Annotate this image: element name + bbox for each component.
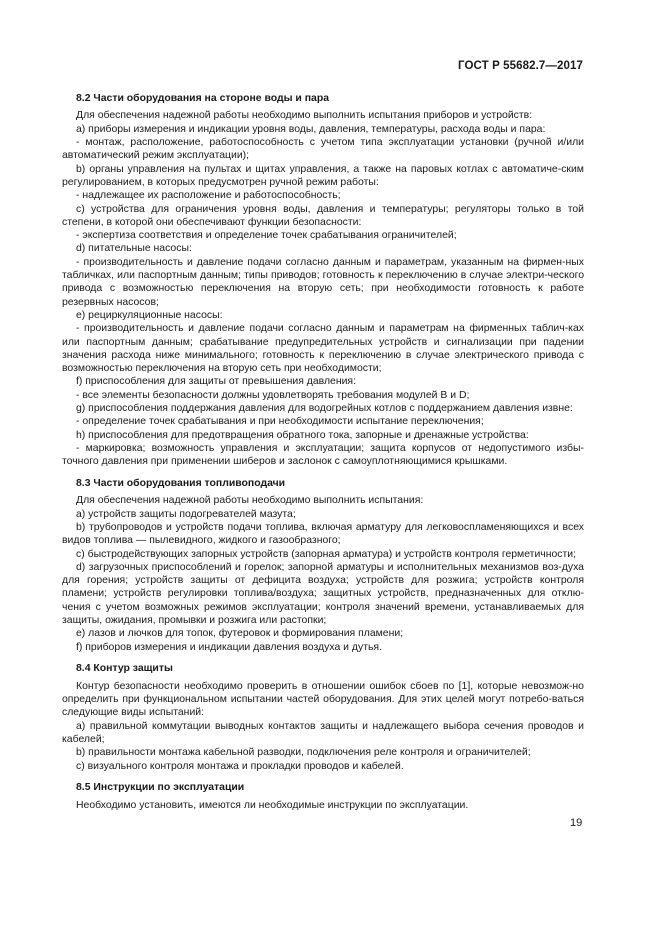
list-item: - экспертиза соответствия и определение точек срабатывания ограничителей; xyxy=(76,230,457,242)
list-item: b) правильности монтажа кабельной разводки, подключения реле контроля и ограничителей; xyxy=(76,747,531,759)
list-item: b) трубопроводов и устройств подачи топлива, включая арматуру для легковоспламеняющихся и всех видов топлива — пылевидного, жидкого и газообразного; xyxy=(62,521,584,547)
list-item: h) приспособления для предотвращения обратного тока, запорные и дренажные устройства: xyxy=(76,429,529,441)
list-item: c) визуального контроля монтажа и прокладки проводов и кабелей. xyxy=(76,760,404,772)
list-item: g) приспособления поддержания давления для водогрейных котлов с поддержанием давления извне: xyxy=(76,403,573,415)
page-number: 19 xyxy=(570,817,583,829)
list-item: - маркировка; возможность управления и эксплуатации; защита корпусов от недопустимого избы-точного давления при применении шиберов и заслонок с самоуплотняющимися крышками. xyxy=(62,442,584,468)
list-item: c) устройства для ограничения уровня воды, давления и температуры; регуляторы только в той степени, в которой они обеспечивают функции безопасности: xyxy=(62,203,584,228)
standard-header: ГОСТ Р 55682.7—2017 xyxy=(458,60,583,72)
section-heading: 8.5 Инструкции по эксплуатации xyxy=(76,782,245,794)
list-item: а) правильной коммутации выводных контактов защиты и надлежащего выбора сечения проводов и кабелей; xyxy=(62,720,584,745)
list-item: b) органы управления на пультах и щитах управления, а также на паровых котлах с автоматиче-ским регулированием, в которых предусмотрен ручной режим работы: xyxy=(62,163,584,188)
list-item: а) устройств защиты подогревателей мазута; xyxy=(76,508,296,520)
list-item: f) приспособления для защиты от превышения давления: xyxy=(76,376,356,388)
paragraph: Необходимо установить, имеются ли необходимые инструкции по эксплуатации. xyxy=(76,799,469,811)
document-body xyxy=(62,92,584,812)
list-item: - определение точек срабатывания и при необходимости испытание переключения; xyxy=(76,416,484,428)
list-item: f) приборов измерения и индикации давления воздуха и дутья. xyxy=(76,641,382,653)
list-item: - надлежащее их расположение и работоспособность; xyxy=(76,190,341,202)
paragraph: Для обеспечения надежной работы необходимо выполнить испытания приборов и устройств: xyxy=(76,110,533,122)
section-heading: 8.2 Части оборудования на стороне воды и пара xyxy=(76,93,330,104)
list-item: d) питательные насосы: xyxy=(76,243,192,255)
paragraph: Контур безопасности необходимо проверить в отношении ошибок сбоев по [1], которые невозмож-но определить при функциональном испытании частей оборудования. Для этих целей могут потребо-ваться следующие виды испытаний: xyxy=(62,680,584,719)
list-item: e) рециркуляционные насосы: xyxy=(76,309,223,321)
section-heading: 8.3 Части оборудования топливоподачи xyxy=(76,477,286,489)
list-item: c) быстродействующих запорных устройств (запорная арматура) и устройств контроля герметичности; xyxy=(76,548,577,560)
list-item: - производительность и давление подачи согласно данным и параметрам, указанным на фирмен-ных табличках, или паспортным данным; типы приводов; готовность к переключению в случае электри-ческого привода с возможностью переключения на вторую сеть; при необходимости готовность к работе резервных насосов; xyxy=(62,256,584,308)
list-item: e) лазов и лючков для топок, футеровок и формирования пламени; xyxy=(76,628,404,640)
section-heading: 8.4 Контур защиты xyxy=(76,663,173,675)
list-item: - монтаж, расположение, работоспособность с учетом типа эксплуатации установки (ручной и/или автоматический режим эксплуатации); xyxy=(62,137,584,162)
list-item: - все элементы безопасности должны удовлетворять требования модулей B и D; xyxy=(76,389,470,401)
list-item: а) приборы измерения и индикации уровня воды, давления, температуры, расхода воды и пара: xyxy=(76,123,546,135)
list-item: d) загрузочных приспособлений и горелок; запорной арматуры и исполнительных механизмов воз-духа для горения; устройств защиты от дефицита воздуха; устройств для розжига; устройств контроля пламени; устройств регулировки топлива/воздуха; защитных устройств, предназначенных для отклю-чения с учетом возможных режимов эксплуатации; контроля значений времени, устанавливаемых для защиты, ожидания, промывки и розжига или растопки; xyxy=(62,561,584,627)
paragraph: Для обеспечения надежной работы необходимо выполнить испытания: xyxy=(76,495,424,507)
list-item: - производительность и давление подачи согласно данным и параметрам на фирменных таблич-ках или паспортным данным; срабатывание предупредительных устройств и сигнализации при падении значения расхода ниже минимального; готовность к переключению в случае электрического привода с возможностью переключения на вторую сеть при необходимости; xyxy=(62,323,584,375)
